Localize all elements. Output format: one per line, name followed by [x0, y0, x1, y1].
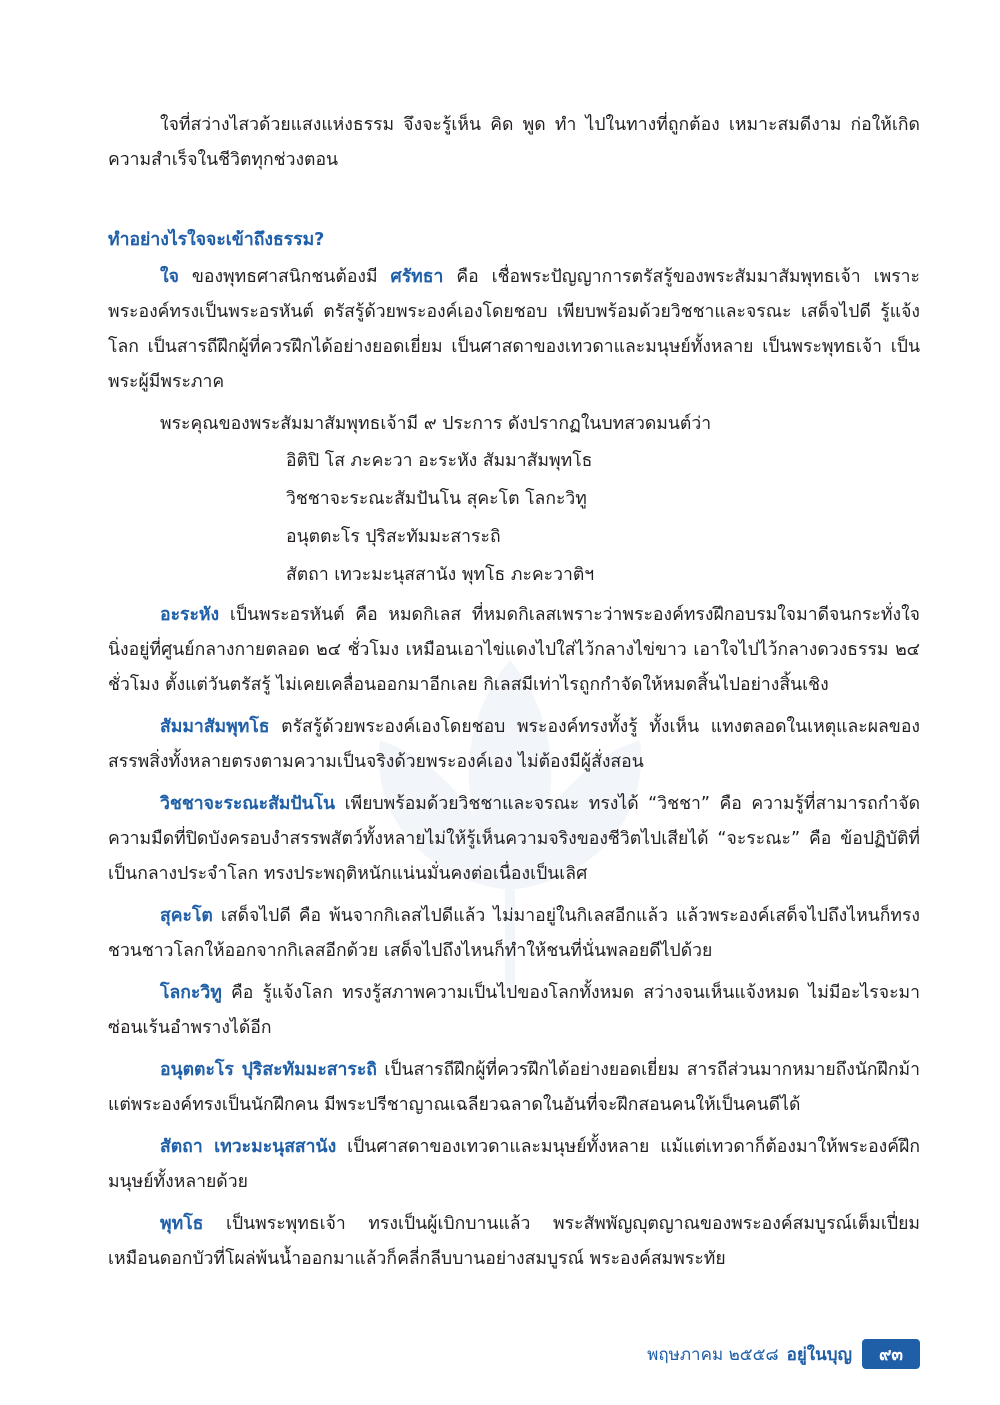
quality-term: สุคะโต: [160, 906, 213, 926]
verse-line: วิชชาจะระณะสัมปันโน สุคะโต โลกะวิทู: [286, 489, 587, 509]
quality-text: เสด็จไปดี คือ พ้นจากกิเลสไปดีแล้ว ไม่มาอยู่ในกิเลสอีกแล้ว แล้วพระองค์เสด็จไปถึงไหนก็ทรงชวนชาวโลกให้ออกจากกิเลสอีกด้วย เสด็จไปถึงไหนก็ทำให้ชนที่นั่นพลอยดีไปด้วย: [108, 906, 920, 961]
quality-paragraph: [108, 710, 920, 780]
quality-paragraph: [108, 1130, 920, 1200]
quality-term: อะระหัง: [160, 605, 220, 625]
intro-paragraph: ใจที่สว่างไสวด้วยแสงแห่งธรรม จึงจะรู้เห็น คิด พูด ทำ ไปในทางที่ถูกต้อง เหมาะสมดีงาม ก่อให้เกิดความสำเร็จในชีวิตทุกช่วงตอน: [108, 115, 920, 170]
issue-date: พฤษภาคม ๒๕๕๘: [647, 1344, 779, 1365]
quality-text: คือ รู้แจ้งโลก ทรงรู้สภาพความเป็นไปของโลกทั้งหมด สว่างจนเห็นแจ้งหมด ไม่มีอะไรจะมาซ่อนเร้นอำพรางได้อีก: [108, 983, 920, 1038]
magazine-title: อยู่ในบุญ: [786, 1344, 852, 1365]
quality-text: ตรัสรู้ด้วยพระองค์เองโดยชอบ พระองค์ทรงทั้งรู้ ทั้งเห็น แทงตลอดในเหตุและผลของสรรพสิ่งทั้งหลายตรงตามความเป็นจริงด้วยพระองค์เอง ไม่ต้องมีผู้สั่งสอน: [108, 717, 920, 772]
quality-term: สัมมาสัมพุทโธ: [160, 717, 270, 737]
term-jai: ใจ: [160, 267, 179, 287]
section-heading: ทำอย่างไรใจจะเข้าถึงธรรม?: [108, 230, 325, 250]
quality-term: อนุตตะโร ปุริสะทัมมะสาระถิ: [160, 1060, 377, 1080]
term-sattha: ศรัทธา: [390, 267, 444, 287]
verse-line: อนุตตะโร ปุริสะทัมมะสาระถิ: [286, 527, 501, 547]
quality-term: โลกะวิทู: [160, 983, 222, 1003]
page-number: ๙๓: [862, 1339, 920, 1369]
quality-term: สัตถา เทวะมะนุสสานัง: [160, 1137, 337, 1157]
quality-text: เป็นพระอรหันต์ คือ หมดกิเลส ที่หมดกิเลสเพราะว่าพระองค์ทรงฝึกอบรมใจมาดีจนกระทั่งใจนิ่งอยู่ที่ศูนย์กลางกายตลอด ๒๔ ชั่วโมง เหมือนเอาไข่แดงไปใส่ไว้กลางไข่ขาว เอาใจไปไว้กลางดวงธรรม ๒๔ ชั่วโมง ตั้งแต่วันตรัสรู้ ไม่เคยเคลื่อนออกมาอีกเลย กิเลสมีเท่าไรถูกกำจัดให้หมดสิ้นไปอย่างสิ้นเชิง: [108, 605, 920, 695]
faith-text-1: ของพุทธศาสนิกชนต้องมี: [178, 267, 391, 287]
page-footer: [590, 1338, 920, 1370]
quality-text: เป็นพระพุทธเจ้า ทรงเป็นผู้เบิกบานแล้ว พระสัพพัญญุตญาณของพระองค์สมบูรณ์เต็มเปี่ยม เหมือนดอกบัวที่โผล่พ้นน้ำออกมาแล้วก็คลี่กลีบบานอย่างสมบูรณ์ พระองค์สมพระทัย: [108, 1214, 920, 1269]
faith-paragraph: [108, 260, 920, 400]
quality-paragraph: [108, 899, 920, 969]
quality-paragraph: [108, 976, 920, 1046]
quality-term: วิชชาจะระณะสัมปันโน: [160, 794, 336, 814]
verse-line: สัตถา เทวะมะนุสสานัง พุทโธ ภะคะวาติฯ: [286, 565, 595, 585]
quality-term: พุทโธ: [160, 1214, 204, 1234]
quality-paragraph: [108, 787, 920, 892]
quality-text: เป็นศาสดาของเทวดาและมนุษย์ทั้งหลาย แม้แต่เทวดาก็ต้องมาให้พระองค์ฝึก มนุษย์ทั้งหลายด้วย: [108, 1137, 920, 1192]
faith-text-2: คือ เชื่อพระปัญญาการตรัสรู้ของพระสัมมาสัมพุทธเจ้า เพราะพระองค์ทรงเป็นพระอรหันต์ ตรัสรู้ด้วยพระองค์เองโดยชอบ เพียบพร้อมด้วยวิชชาและจรณะ เสด็จไปดี รู้แจ้งโลก เป็นสารถีฝึกผู้ที่ควรฝึกได้อย่างยอดเยี่ยม เป็นศาสดาของเทวดาและมนุษย์ทั้งหลาย เป็นพระพุทธเจ้า เป็นพระผู้มีพระภาค: [108, 267, 920, 392]
article-body: [108, 108, 920, 1284]
verse-intro: พระคุณของพระสัมมาสัมพุทธเจ้ามี ๙ ประการ ดังปรากฏในบทสวดมนต์ว่า: [160, 414, 712, 434]
quality-paragraph: [108, 1053, 920, 1123]
quality-paragraph: [108, 1207, 920, 1277]
quality-text: เป็นสารถีฝึกผู้ที่ควรฝึกได้อย่างยอดเยี่ยม สารถีส่วนมากหมายถึงนักฝึกม้า แต่พระองค์ทรงเป็นนักฝึกคน มีพระปรีชาญาณเฉลียวฉลาดในอันที่จะฝึกสอนคนให้เป็นคนดีได้: [108, 1060, 920, 1115]
chant-block: [108, 407, 920, 594]
verse-line: อิติปิ โส ภะคะวา อะระหัง สัมมาสัมพุทโธ: [286, 451, 593, 471]
quality-text: เพียบพร้อมด้วยวิชชาและจรณะ ทรงได้ “วิชชา” คือ ความรู้ที่สามารถกำจัดความมืดที่ปิดบังครอบงำสรรพสัตว์ทั้งหลายไม่ให้รู้เห็นความจริงของชีวิตไปเสียได้ “จะระณะ” คือ ข้อปฏิบัติที่เป็นกลางประจำโลก ทรงประพฤติหนักแน่นมั่นคงต่อเนื่องเป็นเลิศ: [108, 794, 920, 884]
quality-paragraph: [108, 598, 920, 703]
